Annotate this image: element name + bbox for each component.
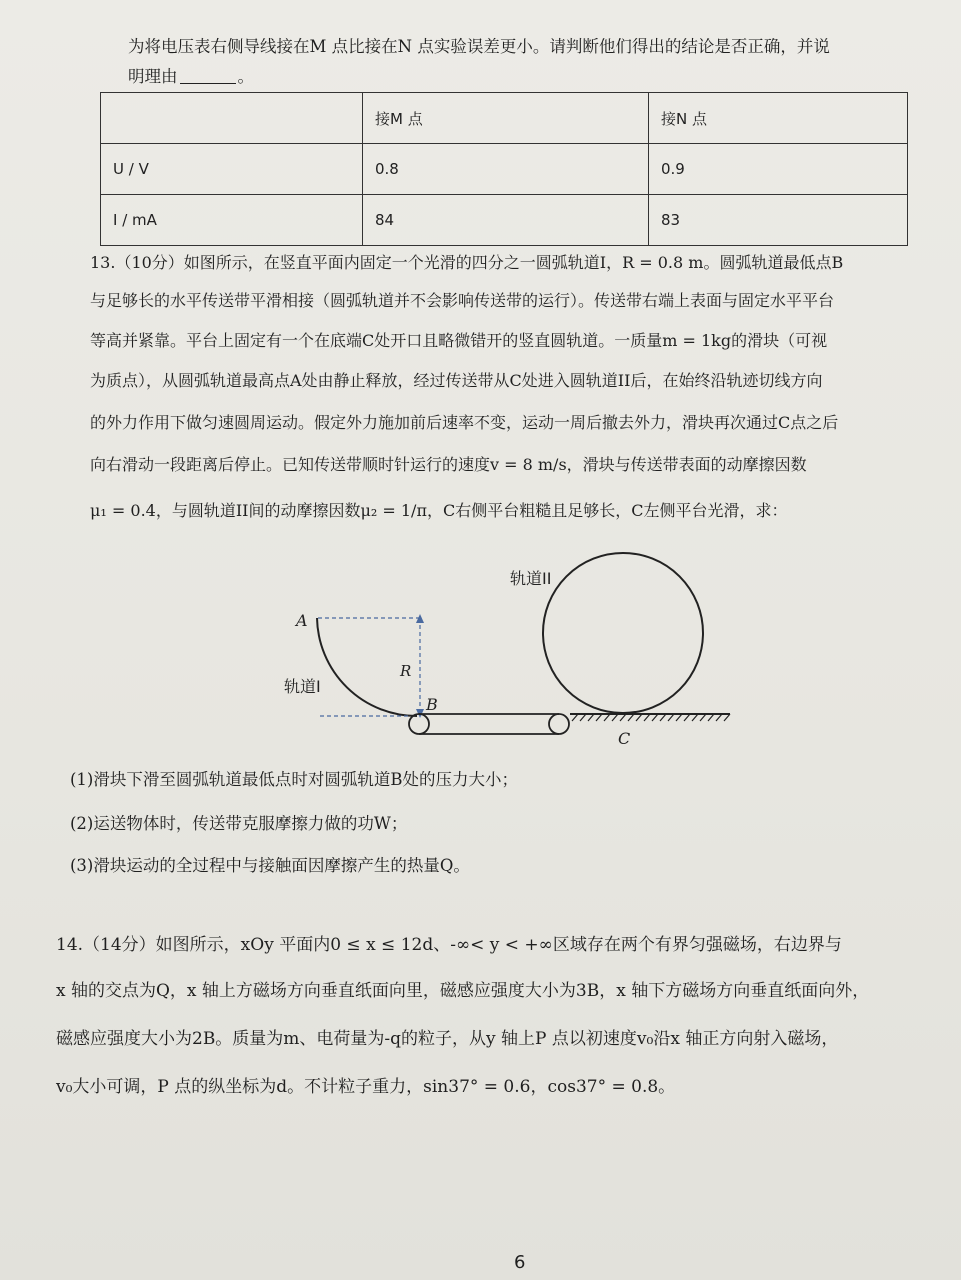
q14-line: v₀大小可调，P 点的纵坐标为d。不计粒子重力，sin37° = 0.6，cos37° = 0.8。: [56, 1077, 676, 1097]
table-header-cell: 接N 点: [649, 93, 908, 144]
intro-line-2: [128, 66, 931, 88]
track-diagram: [260, 548, 740, 748]
q13-line: 与足够长的水平传送带平滑相接（圆弧轨道并不会影响传送带的运行）。传送带右端上表面与固定水平平台: [90, 291, 835, 310]
label-track-2: 轨道II: [510, 569, 552, 588]
platform-hatching: [572, 714, 730, 721]
table-row: [101, 144, 908, 195]
label-r: R: [400, 662, 412, 680]
label-c: C: [618, 729, 631, 748]
page-number: 6: [514, 1252, 526, 1273]
q13-line: 等高并紧靠。平台上固定有一个在底端C处开口且略微错开的竖直圆轨道。一质量m = 1kg的滑块（可视: [90, 331, 828, 350]
table-cell: 0.9: [649, 144, 908, 195]
q13-subquestion-3: (3)滑块运动的全过程中与接触面因摩擦产生的热量Q。: [70, 856, 470, 875]
label-a: A: [296, 611, 308, 630]
q13-line: 13.（10分）如图所示，在竖直平面内固定一个光滑的四分之一圆弧轨道I，R = 0.8 m。圆弧轨道最低点B: [90, 253, 844, 272]
table-cell: 84: [363, 195, 649, 246]
q13-line: 的外力作用下做匀速圆周运动。假定外力施加前后速率不变，运动一周后撤去外力，滑块再次通过C点之后: [90, 413, 839, 432]
table-cell: I / mA: [101, 195, 363, 246]
q14-line: 14.（14分）如图所示，xOy 平面内0 ≤ x ≤ 12d、-∞< y < +∞区域存在两个有界匀强磁场，右边界与: [56, 935, 842, 955]
answer-blank: [180, 83, 236, 84]
q13-line: μ₁ = 0.4，与圆轨道II间的动摩擦因数μ₂ = 1/π，C右侧平台粗糙且足够长，C左侧平台光滑，求：: [90, 501, 788, 520]
label-track-1: 轨道I: [284, 677, 321, 696]
intro-line-1: 为将电压表右侧导线接在M 点比接在N 点实验误差更小。请判断他们得出的结论是否正确，并说: [128, 37, 830, 56]
intro-line-2-suffix: 。: [237, 67, 254, 86]
q14-line: 磁感应强度大小为2B。质量为m、电荷量为-q的粒子，从y 轴上P 点以初速度v₀沿x 轴正方向射入磁场，: [56, 1029, 839, 1049]
table-header-cell: 接M 点: [363, 93, 649, 144]
measurement-table: [100, 92, 908, 246]
table-cell: U / V: [101, 144, 363, 195]
table-cell: 83: [649, 195, 908, 246]
belt-roller-right: [549, 714, 569, 734]
q13-line: 向右滑动一段距离后停止。已知传送带顺时针运行的速度v = 8 m/s，滑块与传送带表面的动摩擦因数: [90, 455, 807, 474]
table-header-row: [101, 93, 908, 144]
table-row: [101, 195, 908, 246]
label-b: B: [426, 695, 438, 714]
q13-subquestion-1: (1)滑块下滑至圆弧轨道最低点时对圆弧轨道B处的压力大小；: [70, 770, 518, 789]
circular-track-2: [543, 553, 703, 713]
belt-roller-left: [409, 714, 429, 734]
table-header-cell: [101, 93, 363, 144]
q13-line: 为质点），从圆弧轨道最高点A处由静止释放，经过传送带从C处进入圆轨道II后，在始终沿轨迹切线方向: [90, 371, 823, 390]
table-cell: 0.8: [363, 144, 649, 195]
q13-subquestion-2: (2)运送物体时，传送带克服摩擦力做的功W；: [70, 814, 408, 833]
intro-line-2-prefix: 明理由: [128, 67, 178, 86]
q14-line: x 轴的交点为Q，x 轴上方磁场方向垂直纸面向里，磁感应强度大小为3B，x 轴下方磁场方向垂直纸面向外，: [56, 981, 870, 1001]
